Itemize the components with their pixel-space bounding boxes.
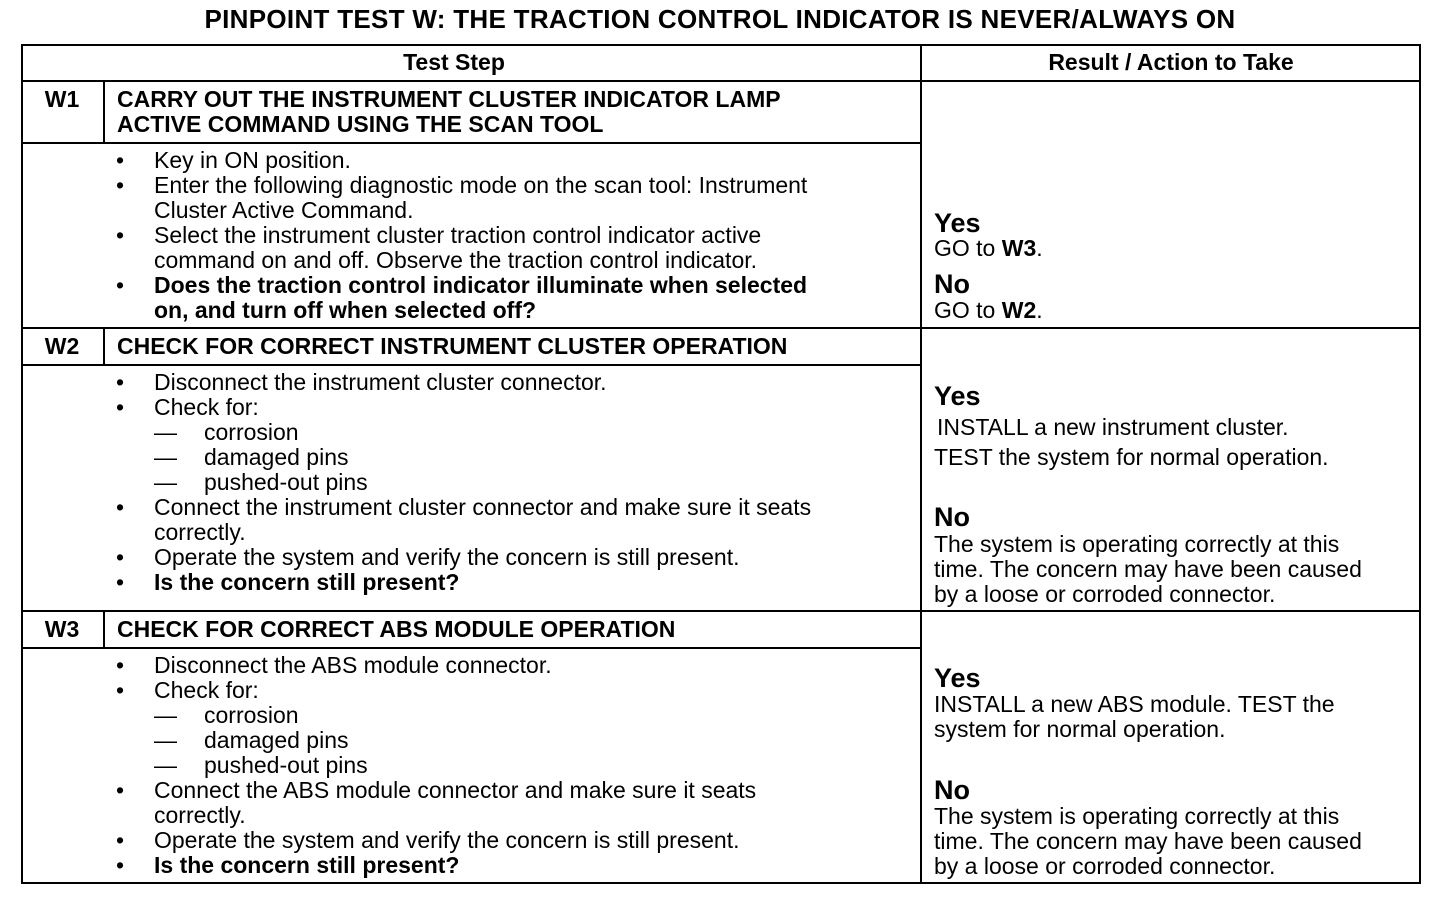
bullet: •	[116, 147, 125, 173]
bullet: •	[116, 394, 125, 420]
bullet: •	[116, 652, 125, 678]
action-suffix: .	[1036, 235, 1043, 261]
column-divider	[920, 44, 922, 884]
bullet: •	[116, 569, 125, 595]
yes-action-line: INSTALL a new ABS module. TEST the	[934, 691, 1335, 717]
yes-action-line: TEST the system for normal operation.	[934, 444, 1329, 470]
question-text: Is the concern still present?	[154, 852, 460, 878]
action-prefix: GO to	[934, 297, 1002, 323]
instruction-text: Disconnect the ABS module connector.	[154, 652, 552, 678]
question-text: on, and turn off when selected off?	[154, 297, 537, 323]
step-id-w3: W3	[44, 616, 80, 642]
yes-label: Yes	[934, 208, 981, 238]
bullet: •	[116, 777, 125, 803]
bullet: •	[116, 222, 125, 248]
no-action-line: time. The concern may have been caused	[934, 828, 1362, 854]
dash: —	[154, 444, 177, 470]
no-action-line: by a loose or corroded connector.	[934, 853, 1276, 879]
yes-action-line: system for normal operation.	[934, 716, 1226, 742]
step-id-w2: W2	[44, 333, 80, 359]
step-heading-w3: CHECK FOR CORRECT ABS MODULE OPERATION	[117, 616, 676, 642]
step-heading-w1-line2: ACTIVE COMMAND USING THE SCAN TOOL	[117, 111, 604, 137]
instruction-text: Operate the system and verify the concern is still present.	[154, 827, 740, 853]
bullet: •	[116, 272, 125, 298]
action-prefix: GO to	[934, 235, 1002, 261]
header-result-action: Result / Action to Take	[1048, 49, 1294, 75]
step-divider	[21, 327, 1421, 329]
step-id-divider	[103, 80, 105, 142]
no-action-line: by a loose or corroded connector.	[934, 581, 1276, 607]
instruction-text: Key in ON position.	[154, 147, 351, 173]
instruction-text: Disconnect the instrument cluster connector.	[154, 369, 607, 395]
dash: —	[154, 419, 177, 445]
bullet: •	[116, 494, 125, 520]
no-label: No	[934, 775, 970, 805]
dash: —	[154, 727, 177, 753]
heading-divider	[21, 142, 921, 144]
instruction-text: Cluster Active Command.	[154, 197, 414, 223]
yes-action-line: INSTALL a new instrument cluster.	[937, 414, 1289, 440]
dash: —	[154, 702, 177, 728]
check-item: pushed-out pins	[204, 469, 368, 495]
bullet: •	[116, 172, 125, 198]
yes-label: Yes	[934, 381, 981, 411]
goto-link-w3[interactable]: W3	[1001, 235, 1037, 261]
header-test-step: Test Step	[403, 49, 505, 75]
action-suffix: .	[1036, 297, 1043, 323]
instruction-text: correctly.	[154, 519, 246, 545]
instruction-text: Select the instrument cluster traction control indicator active	[154, 222, 762, 248]
bullet: •	[116, 369, 125, 395]
no-action-line: time. The concern may have been caused	[934, 556, 1362, 582]
step-id-w1: W1	[44, 86, 80, 112]
instruction-text: Check for:	[154, 394, 259, 420]
instruction-text: command on and off. Observe the traction control indicator.	[154, 247, 758, 273]
instruction-text: correctly.	[154, 802, 246, 828]
heading-divider	[21, 364, 921, 366]
question-text: Is the concern still present?	[154, 569, 460, 595]
yes-label: Yes	[934, 663, 981, 693]
bullet: •	[116, 852, 125, 878]
instruction-text: Operate the system and verify the concern is still present.	[154, 544, 740, 570]
instruction-text: Enter the following diagnostic mode on the scan tool: Instrument	[154, 172, 808, 198]
step-id-divider	[103, 327, 105, 364]
instruction-text: Connect the instrument cluster connector and make sure it seats	[154, 494, 812, 520]
step-id-divider	[103, 610, 105, 647]
dash: —	[154, 752, 177, 778]
bullet: •	[116, 544, 125, 570]
check-item: corrosion	[204, 702, 299, 728]
check-item: damaged pins	[204, 727, 349, 753]
no-label: No	[934, 502, 970, 532]
header-row-divider	[21, 80, 1421, 82]
instruction-text: Connect the ABS module connector and make sure it seats	[154, 777, 757, 803]
check-item: damaged pins	[204, 444, 349, 470]
dash: —	[154, 469, 177, 495]
yes-action	[934, 236, 1043, 261]
question-text: Does the traction control indicator illuminate when selected	[154, 272, 808, 298]
no-action	[934, 298, 1043, 323]
instruction-text: Check for:	[154, 677, 259, 703]
heading-divider	[21, 647, 921, 649]
no-action-line: The system is operating correctly at this	[934, 531, 1340, 557]
no-action-line: The system is operating correctly at this	[934, 803, 1340, 829]
bullet: •	[116, 827, 125, 853]
page-title: PINPOINT TEST W: THE TRACTION CONTROL INDICATOR IS NEVER/ALWAYS ON	[204, 4, 1236, 34]
bullet: •	[116, 677, 125, 703]
check-item: corrosion	[204, 419, 299, 445]
step-divider	[21, 610, 1421, 612]
check-item: pushed-out pins	[204, 752, 368, 778]
step-heading-w2: CHECK FOR CORRECT INSTRUMENT CLUSTER OPERATION	[117, 333, 788, 359]
goto-link-w2[interactable]: W2	[1001, 297, 1037, 323]
no-label: No	[934, 269, 970, 299]
step-heading-w1-line1: CARRY OUT THE INSTRUMENT CLUSTER INDICATOR LAMP	[117, 86, 781, 112]
